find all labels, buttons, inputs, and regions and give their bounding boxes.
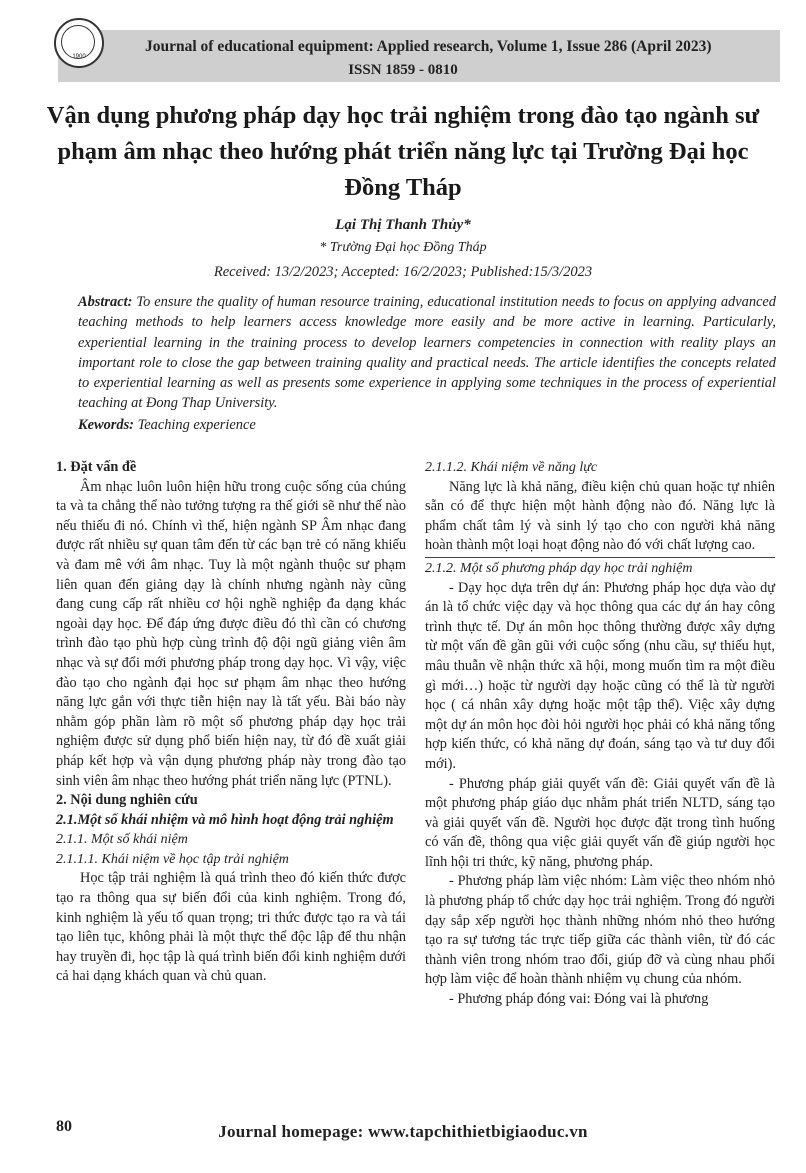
subsubsection-heading: 2.1.1. Một số khái niệm — [56, 832, 188, 848]
keywords — [78, 417, 776, 434]
section-heading: 1. Đặt vấn đề — [56, 459, 137, 475]
keywords-label: Kewords: — [78, 417, 134, 433]
abstract-text: To ensure the quality of human resource training, educational institution needs to focus on applying advanced teaching methods to help learners access knowledge more easily and be more active in learning. Particularly, experiential learning in the training process to develop learners competencies in connection with reality plays an important role to close the gap between training quality and practical needs. The article identifies the concepts related to experiential learning as well as presents some experience in applying some techniques in the process of experiential teaching at Đong Thap University. — [78, 294, 776, 412]
abstract — [78, 292, 776, 414]
keywords-text: Teaching experience — [137, 417, 256, 433]
right-column — [425, 458, 775, 1010]
paragraph: - Dạy học dựa trên dự án: Phương pháp học dựa vào dự án là tổ chức việc dạy và học thông qua các dự án hay công trình thực tế. Dự án môn học thông thường được xây dựng từ một vấn đề gần gũi với cuộc sống (nhu cầu, sự thiếu hụt, mâu thuẫn về nhận thức xã hội, mong muốn tìm ra một điều gì mới…) hoặc từ người dạy hoặc cũng có thể là từ người học ( cá nhân xây dựng hoặc một tập thể). Việc xây dựng một dự án môn học đòi hỏi người học phải có khả năng tổng hợp kiến thức, có khả năng dự đoán, sáng tạo và tư duy đổi mới). — [425, 579, 775, 772]
paragraph: Năng lực là khả năng, điều kiện chủ quan hoặc tự nhiên sẵn có để thực hiện một hành động nào đó. Năng lực là phẩm chất tâm lý và sinh lý tạo cho con người khả năng hoàn thành một loại hoạt động nào đó với chất lượng cao. — [425, 478, 775, 554]
paragraph: Học tập trải nghiệm là quá trình theo đó kiến thức được tạo ra thông qua sự biến đổi của kinh nghiệm. Trong đó, kinh nghiệm là yếu tố quan trọng; tri thức được tạo ra và tái tạo liên tục, không phải là một thực thể độc lập để thu nhận hay truyền đi, học tập là quá trình biến đổi kinh nghiệm dưới cả hai dạng khách quan và chủ quan. — [56, 870, 406, 985]
subsection-heading: 2.1.Một số khái nhiệm và mô hình hoạt động trải nghiệm — [56, 811, 394, 828]
page-number: 80 — [56, 1118, 72, 1135]
subsubsection-heading: 2.1.2. Một số phương pháp dạy học trải nghiệm — [425, 560, 693, 576]
author: Lại Thị Thanh Thủy* — [335, 217, 471, 233]
paragraph: - Phương pháp đóng vai: Đóng vai là phương — [449, 991, 709, 1008]
paragraph: - Phương pháp giải quyết vấn đề: Giải quyết vấn đề là một phương pháp giáo dục nhằm phát triển NLTD, sáng tạo và giải quyết vấn đề. Người học được đặt trong tình huống có vấn đề, thông qua việc giải quyết vấn đề giúp người học lĩnh hội tri thức, kỹ năng, phương pháp. — [425, 775, 775, 870]
left-column — [56, 458, 406, 987]
divider — [425, 557, 775, 558]
journal-homepage: Journal homepage: www.tapchithietbigiaoduc.vn — [218, 1122, 588, 1141]
abstract-label: Abstract: — [78, 294, 133, 310]
paragraph: Âm nhạc luôn luôn hiện hữu trong cuộc sống của chúng ta và ta chẳng thể nào tưởng tượng ra thế giới sẽ như thế nào nếu thiếu đi nó. Chính vì thế, hiện ngành SP Âm nhạc đang được rất nhiều sự quan tâm đến từ các bạn trẻ có năng khiếu và đam mê với âm nhạc. Tuy là một ngành thuộc sư phạm liên quan đến giảng dạy là chính nhưng ngành này cũng đang cung cấp rất nhiều cơ hội nghề nghiệp đa dạng khác ngoài dạy học. Để đáp ứng được điều đó thì cần có chương trình đào tạo phù hợp cùng trình độ đội ngũ giảng viên âm nhạc và sự đổi mới phương pháp trong dạy học. Vì vậy, việc đào tạo cho ngành đại học sư phạm âm nhạc theo hướng năng lực gắn với thực tiễn hiện nay là tất yếu. Bài báo này nhằm góp phần làm rõ một số phương pháp dạy học trải nghiệm được sử dụng phổ biến hiện nay, từ đó đề xuất giải pháp kết hợp và vận dụng phương pháp này trong đào tạo sinh viên âm nhạc theo hướng phát triển năng lực (PTNL). — [56, 478, 406, 789]
journal-name: Journal of educational equipment: Applied research, Volume 1, Issue 286 (April 2023) — [145, 38, 712, 55]
issn: ISSN 1859 - 0810 — [348, 62, 458, 78]
journal-logo-icon — [54, 18, 104, 68]
section-heading: 2. Nội dung nghiên cứu — [56, 792, 198, 809]
subsubsection-heading: 2.1.1.2. Khái niệm về năng lực — [425, 460, 598, 475]
affiliation: * Trường Đại học Đồng Tháp — [319, 240, 487, 255]
subsubsection-heading: 2.1.1.1. Khái niệm về học tập trải nghiệm — [56, 851, 289, 867]
logo-year: 1900 — [72, 54, 86, 60]
paragraph: - Phương pháp làm việc nhóm: Làm việc theo nhóm nhỏ là phương pháp tổ chức dạy học trải nghiệm. Trong đó người dạy sắp xếp người học thành những nhóm nhỏ theo hướng tạo ra sự tương tác trực tiếp giữa các thành viên, từ đó các thành viên trong nhóm trao đổi, giúp đỡ và cùng nhau phối hợp làm việc để hoàn thành nhiệm vụ chung của nhóm. — [425, 873, 775, 988]
article-title: Vận dụng phương pháp dạy học trải nghiệm trong đào tạo ngành sư phạm âm nhạc theo hướng phát triển năng lực tại Trường Đại học Đồng Tháp — [46, 102, 760, 201]
publication-dates: Received: 13/2/2023; Accepted: 16/2/2023; Published:15/3/2023 — [213, 264, 593, 280]
